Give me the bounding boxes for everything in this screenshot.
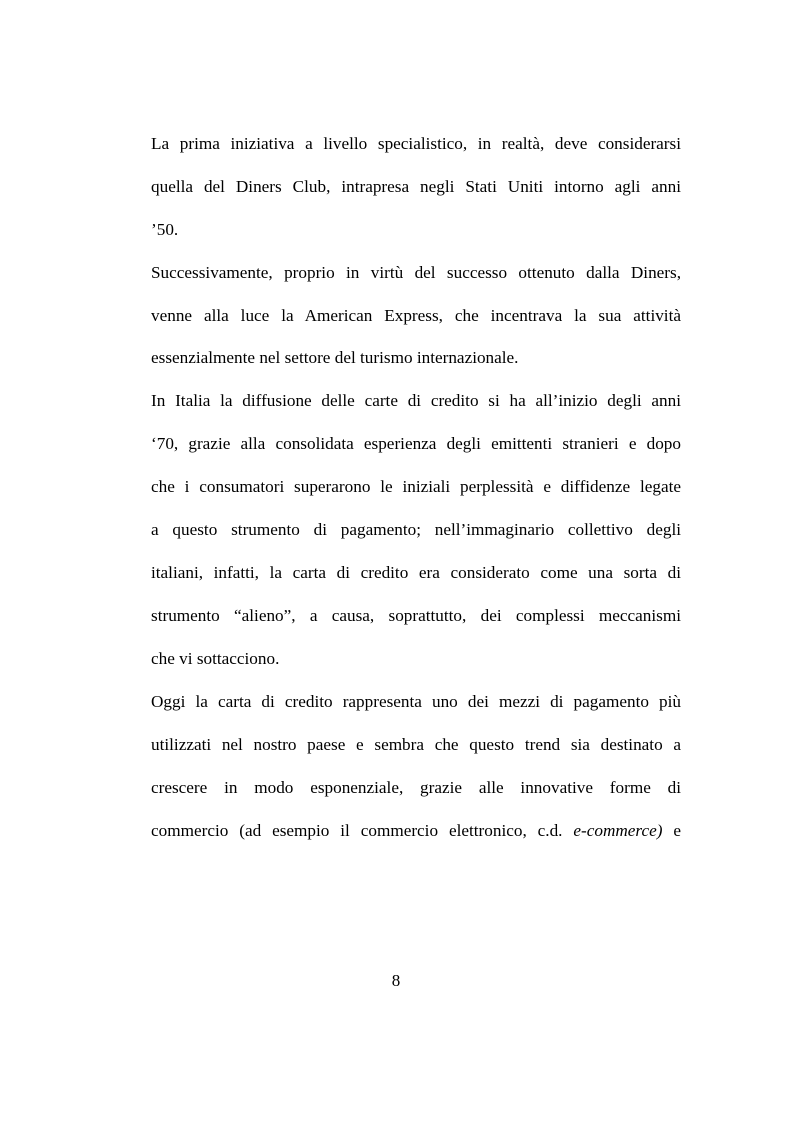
- text-line: Successivamente, proprio in virtù del successo ottenuto dalla Diners,: [151, 263, 681, 282]
- italic-term: e-commerce): [573, 821, 663, 840]
- text-line-last: [151, 819, 681, 843]
- text-line: che i consumatori superarono le iniziali perplessità e diffidenze legate: [151, 477, 681, 496]
- page-number: 8: [391, 971, 401, 990]
- text-line: utilizzati nel nostro paese e sembra che questo trend sia destinato a: [151, 735, 681, 754]
- text-line: In Italia la diffusione delle carte di credito si ha all’inizio degli anni: [151, 391, 681, 410]
- text-line: ’50.: [151, 220, 179, 239]
- text-segment: e: [673, 821, 682, 840]
- text-line: crescere in modo esponenziale, grazie alle innovative forme di: [151, 778, 681, 797]
- text-line: strumento “alieno”, a causa, soprattutto, dei complessi meccanismi: [151, 606, 681, 625]
- text-line: essenzialmente nel settore del turismo internazionale.: [151, 348, 519, 367]
- text-line: La prima iniziativa a livello specialistico, in realtà, deve considerarsi: [151, 134, 681, 153]
- text-line: che vi sottacciono.: [151, 649, 280, 668]
- text-line: a questo strumento di pagamento; nell’immaginario collettivo degli: [151, 520, 681, 539]
- text-line: quella del Diners Club, intrapresa negli Stati Uniti intorno agli anni: [151, 177, 681, 196]
- text-line: Oggi la carta di credito rappresenta uno dei mezzi di pagamento più: [151, 692, 681, 711]
- text-line: venne alla luce la American Express, che incentrava la sua attività: [151, 306, 681, 325]
- text-segment: commercio (ad esempio il commercio elettronico, c.d.: [151, 821, 563, 840]
- text-line: ‘70, grazie alla consolidata esperienza degli emittenti stranieri e dopo: [151, 434, 681, 453]
- text-line: italiani, infatti, la carta di credito era considerato come una sorta di: [151, 563, 681, 582]
